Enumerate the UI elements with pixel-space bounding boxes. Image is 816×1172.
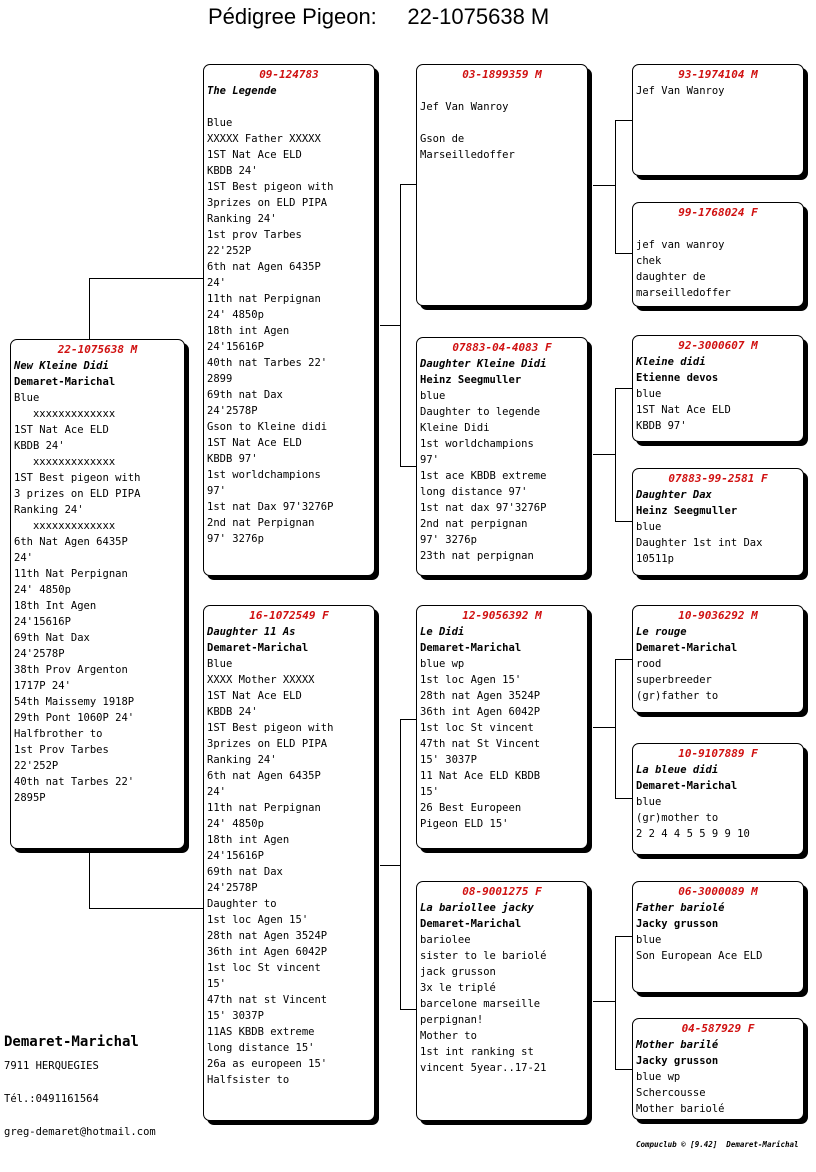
connector-line — [615, 253, 632, 254]
pedigree-line: KBDB 97' — [636, 420, 687, 432]
pedigree-line: Jef Van Wanroy — [420, 101, 509, 113]
pedigree-line: 24'2578P — [207, 405, 258, 417]
connector-line — [593, 454, 615, 455]
pedigree-line: Mother to — [420, 1030, 477, 1042]
pedigree-line: 36th int Agen 6042P — [420, 706, 541, 718]
pigeon-name: Le Didi — [420, 626, 465, 638]
pigeon-card-ggp-4 — [632, 468, 804, 576]
connector-line — [380, 325, 400, 326]
pedigree-line: 11AS KBDB extreme — [207, 1026, 315, 1038]
pigeon-card-ggp-1 — [632, 64, 804, 176]
pedigree-line: 28th nat Agen 3524P — [207, 930, 328, 942]
ring-number: 03-1899359 M — [462, 68, 542, 81]
pigeon-card-father — [203, 64, 375, 576]
pedigree-line: KBDB 24' — [14, 440, 65, 452]
owner-name: Demaret-Marichal — [4, 1034, 139, 1050]
ring-number: 07883-99-2581 F — [668, 472, 768, 485]
pedigree-line: 47th nat St Vincent — [420, 738, 541, 750]
ring-number: 10-9107889 F — [678, 747, 758, 760]
pedigree-line: Marseilledoffer — [420, 149, 515, 161]
pedigree-line: 18th Int Agen — [14, 600, 97, 612]
pedigree-line — [207, 99, 371, 115]
connector-line — [380, 865, 400, 866]
footer-credit: Compuclub © [9.42] Demaret-Marichal — [636, 1140, 799, 1149]
pigeon-card-ggp-5 — [632, 605, 804, 713]
pigeon-name: La bariollee jacky — [420, 902, 534, 914]
pedigree-line: Ranking 24' — [207, 213, 277, 225]
pedigree-line: Blue — [207, 117, 233, 129]
ring-number: 93-1974104 M — [678, 68, 758, 81]
pedigree-line: 2nd nat perpignan — [420, 518, 528, 530]
pedigree-line: Jef Van Wanroy — [636, 85, 725, 97]
connector-line — [615, 1069, 632, 1070]
pedigree-line: 2 2 4 4 5 5 9 9 10 — [636, 828, 750, 840]
connector-line — [615, 120, 616, 254]
pedigree-line: 97' — [207, 485, 226, 497]
pedigree-line: 18th int Agen — [207, 325, 290, 337]
connector-line — [593, 727, 615, 728]
pedigree-line: 23th nat perpignan — [420, 550, 534, 562]
pedigree-line: 6th nat Agen 6435P — [207, 261, 321, 273]
pedigree-line: 24' — [207, 277, 226, 289]
pedigree-line: 36th int Agen 6042P — [207, 946, 328, 958]
owner-email[interactable]: greg-demaret@hotmail.com — [4, 1126, 156, 1138]
pedigree-line: 11 Nat Ace ELD KBDB — [420, 770, 541, 782]
pigeon-name: Daughter 11 As — [207, 626, 296, 638]
pedigree-line: 24' 4850p — [14, 584, 71, 596]
pedigree-line: Kleine Didi — [420, 422, 490, 434]
pedigree-line: 54th Maissemy 1918P — [14, 696, 135, 708]
connector-line — [615, 936, 616, 1070]
pigeon-card-paternal-grandmother — [416, 337, 588, 576]
connector-line — [89, 278, 203, 279]
pigeon-name: New Kleine Didi — [14, 360, 109, 372]
pedigree-line: rood — [636, 658, 662, 670]
pedigree-line: blue — [636, 521, 662, 533]
pedigree-line: 24'2578P — [14, 648, 65, 660]
pedigree-line: 15' 3037P — [207, 1010, 264, 1022]
pedigree-line: Daughter 1st int Dax — [636, 537, 763, 549]
pedigree-line: 1ST Best pigeon with — [207, 181, 334, 193]
pedigree-line: 15' — [420, 786, 439, 798]
pigeon-name: Father bariolé — [636, 902, 725, 914]
pedigree-line: 6th Nat Agen 6435P — [14, 536, 128, 548]
pedigree-line: 97' 3276p — [207, 533, 264, 545]
pedigree-line: long distance 97' — [420, 486, 528, 498]
pigeon-name: Daughter Kleine Didi — [420, 358, 547, 370]
connector-line — [89, 278, 90, 339]
pigeon-card-ggp-3 — [632, 335, 804, 442]
pedigree-line: 1717P 24' — [14, 680, 71, 692]
pedigree-line: Halfsister to — [207, 1074, 290, 1086]
pedigree-line: 40th nat Tarbes 22' — [207, 357, 328, 369]
connector-line — [615, 388, 632, 389]
pedigree-line: 1st nat Dax 97'3276P — [207, 501, 334, 513]
breeder-name: Demaret-Marichal — [636, 642, 738, 654]
pedigree-line: Halfbrother to — [14, 728, 103, 740]
pedigree-line: 69th nat Dax — [207, 866, 283, 878]
breeder-name: Demaret-Marichal — [636, 780, 738, 792]
pedigree-line: 69th Nat Dax — [14, 632, 90, 644]
pedigree-line: 3prizes on ELD PIPA — [207, 738, 328, 750]
pedigree-line: Gson to Kleine didi — [207, 421, 328, 433]
breeder-name: Demaret-Marichal — [14, 376, 116, 388]
pedigree-line: 1st worldchampions — [420, 438, 534, 450]
connector-line — [615, 659, 632, 660]
connector-line — [615, 798, 632, 799]
pedigree-line: 69th nat Dax — [207, 389, 283, 401]
pedigree-line: 1ST Nat Ace ELD — [207, 690, 302, 702]
connector-line — [400, 466, 416, 467]
pedigree-line: blue — [420, 390, 446, 402]
pedigree-line: 1st loc Agen 15' — [207, 914, 309, 926]
pedigree-line: 22'252P — [207, 245, 252, 257]
breeder-name: Demaret-Marichal — [420, 642, 522, 654]
connector-line — [593, 1001, 615, 1002]
pigeon-card-maternal-grandmother — [416, 881, 588, 1121]
pedigree-line: xxxxxxxxxxxxx — [14, 408, 116, 420]
ring-number: 22-1075638 M — [57, 343, 138, 356]
connector-line — [615, 659, 616, 799]
pedigree-line: 97' — [420, 454, 439, 466]
pedigree-line: 10511p — [636, 553, 674, 565]
pedigree-line: 24'15616P — [207, 341, 264, 353]
connector-line — [615, 521, 632, 522]
pedigree-line: 3x le triplé — [420, 982, 496, 994]
pedigree-line: Blue — [207, 658, 233, 670]
pedigree-line: 15' 3037P — [420, 754, 477, 766]
pedigree-line: marseilledoffer — [636, 287, 731, 299]
pedigree-line: 24' 4850p — [207, 309, 264, 321]
connector-line — [615, 388, 616, 522]
pedigree-line: Pigeon ELD 15' — [420, 818, 509, 830]
pigeon-card-ggp-6 — [632, 743, 804, 855]
pedigree-line: blue — [636, 796, 662, 808]
pedigree-line: 2895P — [14, 792, 46, 804]
page-title: Pédigree Pigeon: 22-1075638 M — [208, 4, 550, 29]
breeder-name: Jacky grusson — [636, 918, 719, 930]
pedigree-line: Mother bariolé — [636, 1103, 725, 1115]
pedigree-line: sister to le bariolé — [420, 950, 547, 962]
pedigree-line: 15' — [207, 978, 226, 990]
ring-number: 07883-04-4083 F — [452, 341, 552, 354]
pedigree-line: 1st loc Agen 15' — [420, 674, 522, 686]
pedigree-line: jack grusson — [420, 966, 496, 978]
pedigree-line: blue wp — [636, 1071, 681, 1083]
pedigree-line: 24'2578P — [207, 882, 258, 894]
connector-line — [615, 936, 632, 937]
pigeon-card-paternal-grandfather — [416, 64, 588, 306]
pedigree-line: XXXXX Father XXXXX — [207, 133, 321, 145]
pedigree-line: 1st Prov Tarbes — [14, 744, 109, 756]
pedigree-line: (gr)father to — [636, 690, 719, 702]
owner-postal: 7911 HERQUEGIES — [4, 1060, 99, 1072]
pedigree-line: blue — [636, 388, 662, 400]
ring-number: 06-3000089 M — [678, 885, 758, 898]
pedigree-line: daughter de — [636, 271, 706, 283]
pedigree-line: bariolee — [420, 934, 471, 946]
pedigree-line: vincent 5year..17-21 — [420, 1062, 547, 1074]
pigeon-name: Kleine didi — [636, 356, 706, 368]
pedigree-line: 2899 — [207, 373, 233, 385]
pedigree-line: 26 Best Europeen — [420, 802, 522, 814]
pedigree-line: 24' — [14, 552, 33, 564]
ring-number: 08-9001275 F — [462, 885, 542, 898]
pedigree-line: 1ST Best pigeon with — [14, 472, 141, 484]
breeder-name: Demaret-Marichal — [207, 642, 309, 654]
pedigree-line: (gr)mother to — [636, 812, 719, 824]
pedigree-line: xxxxxxxxxxxxx — [14, 520, 116, 532]
pedigree-line: 38th Prov Argenton — [14, 664, 128, 676]
connector-line — [400, 719, 401, 1010]
pedigree-line: 6th nat Agen 6435P — [207, 770, 321, 782]
breeder-name: Jacky grusson — [636, 1055, 719, 1067]
connector-line — [400, 1009, 416, 1010]
breeder-name: Demaret-Marichal — [420, 918, 522, 930]
pedigree-line: 24'15616P — [207, 850, 264, 862]
pigeon-name: Le rouge — [636, 626, 687, 638]
pedigree-line: 1ST Nat Ace ELD — [207, 149, 302, 161]
pedigree-line: Gson de — [420, 133, 465, 145]
pedigree-line: 1st ace KBDB extreme — [420, 470, 547, 482]
ring-number: 99-1768024 F — [678, 206, 758, 219]
pedigree-line: 11th nat Perpignan — [207, 293, 321, 305]
pedigree-line: 97' 3276p — [420, 534, 477, 546]
connector-line — [400, 184, 401, 467]
pigeon-card-mother — [203, 605, 375, 1121]
pedigree-line: 1ST Nat Ace ELD — [207, 437, 302, 449]
pedigree-line: 24' 4850p — [207, 818, 264, 830]
pedigree-line: Ranking 24' — [14, 504, 84, 516]
pedigree-line: 1st loc St vincent — [207, 962, 321, 974]
pedigree-line: long distance 15' — [207, 1042, 315, 1054]
pedigree-line: Ranking 24' — [207, 754, 277, 766]
pigeon-card-subject — [10, 339, 185, 849]
pedigree-line: Son European Ace ELD — [636, 950, 763, 962]
pedigree-line: 1st nat dax 97'3276P — [420, 502, 547, 514]
pedigree-line: 1st int ranking st — [420, 1046, 534, 1058]
pedigree-line: chek — [636, 255, 662, 267]
pedigree-line: 24' — [207, 786, 226, 798]
pedigree-line: Schercousse — [636, 1087, 706, 1099]
pedigree-line: perpignan! — [420, 1014, 484, 1026]
pedigree-line: 1ST Nat Ace ELD — [636, 404, 731, 416]
pigeon-card-ggp-8 — [632, 1018, 804, 1120]
pedigree-line: blue — [636, 934, 662, 946]
pigeon-name: Mother barilé — [636, 1039, 719, 1051]
pedigree-line: 47th nat st Vincent — [207, 994, 328, 1006]
pedigree-line: 26a as europeen 15' — [207, 1058, 328, 1070]
pedigree-line: 3 prizes on ELD PIPA — [14, 488, 141, 500]
pedigree-line: KBDB 24' — [207, 165, 258, 177]
breeder-name: Heinz Seegmuller — [420, 374, 522, 386]
pedigree-line — [420, 83, 584, 99]
pedigree-line: 1st loc St vincent — [420, 722, 534, 734]
pigeon-card-maternal-grandfather — [416, 605, 588, 849]
pedigree-line: 2nd nat Perpignan — [207, 517, 315, 529]
connector-line — [400, 184, 416, 185]
pedigree-line: 22'252P — [14, 760, 59, 772]
connector-line — [400, 719, 416, 720]
pedigree-line: 1ST Nat Ace ELD — [14, 424, 109, 436]
breeder-name: Etienne devos — [636, 372, 719, 384]
pedigree-line: 11th Nat Perpignan — [14, 568, 128, 580]
breeder-name: Heinz Seegmuller — [636, 505, 738, 517]
pedigree-line: 3prizes on ELD PIPA — [207, 197, 328, 209]
ring-number: 12-9056392 M — [462, 609, 542, 622]
ring-number: 10-9036292 M — [678, 609, 758, 622]
pedigree-line — [636, 221, 800, 237]
pedigree-line: barcelone marseille — [420, 998, 541, 1010]
pedigree-line: superbreeder — [636, 674, 712, 686]
pedigree-line: xxxxxxxxxxxxx — [14, 456, 116, 468]
ring-number: 09-124783 — [259, 68, 319, 81]
pigeon-card-ggp-7 — [632, 881, 804, 993]
pigeon-name: La bleue didi — [636, 764, 719, 776]
pedigree-line: jef van wanroy — [636, 239, 725, 251]
connector-line — [89, 908, 203, 909]
pedigree-line: 28th nat Agen 3524P — [420, 690, 541, 702]
pedigree-line: Daughter to legende — [420, 406, 541, 418]
pedigree-line: KBDB 24' — [207, 706, 258, 718]
owner-phone: Tél.:0491161564 — [4, 1093, 99, 1105]
pedigree-line: 18th int Agen — [207, 834, 290, 846]
ring-number: 16-1072549 F — [249, 609, 329, 622]
pedigree-line: 1ST Best pigeon with — [207, 722, 334, 734]
pigeon-name: Daughter Dax — [636, 489, 712, 501]
pedigree-line: 1st prov Tarbes — [207, 229, 302, 241]
ring-number: 92-3000607 M — [678, 339, 758, 352]
pedigree-line: 29th Pont 1060P 24' — [14, 712, 135, 724]
pedigree-line: KBDB 97' — [207, 453, 258, 465]
pedigree-line: XXXX Mother XXXXX — [207, 674, 315, 686]
pigeon-card-ggp-2 — [632, 202, 804, 307]
pedigree-line: Blue — [14, 392, 40, 404]
pedigree-line: 1st worldchampions — [207, 469, 321, 481]
connector-line — [615, 120, 632, 121]
pedigree-line: 11th nat Perpignan — [207, 802, 321, 814]
pedigree-line — [420, 115, 584, 131]
connector-line — [89, 853, 90, 909]
pedigree-line: Daughter to — [207, 898, 277, 910]
pedigree-line: blue wp — [420, 658, 465, 670]
pigeon-name: The Legende — [207, 85, 277, 97]
pedigree-line: 40th nat Tarbes 22' — [14, 776, 135, 788]
ring-number: 04-587929 F — [681, 1022, 755, 1035]
connector-line — [593, 185, 615, 186]
pedigree-line: 24'15616P — [14, 616, 71, 628]
